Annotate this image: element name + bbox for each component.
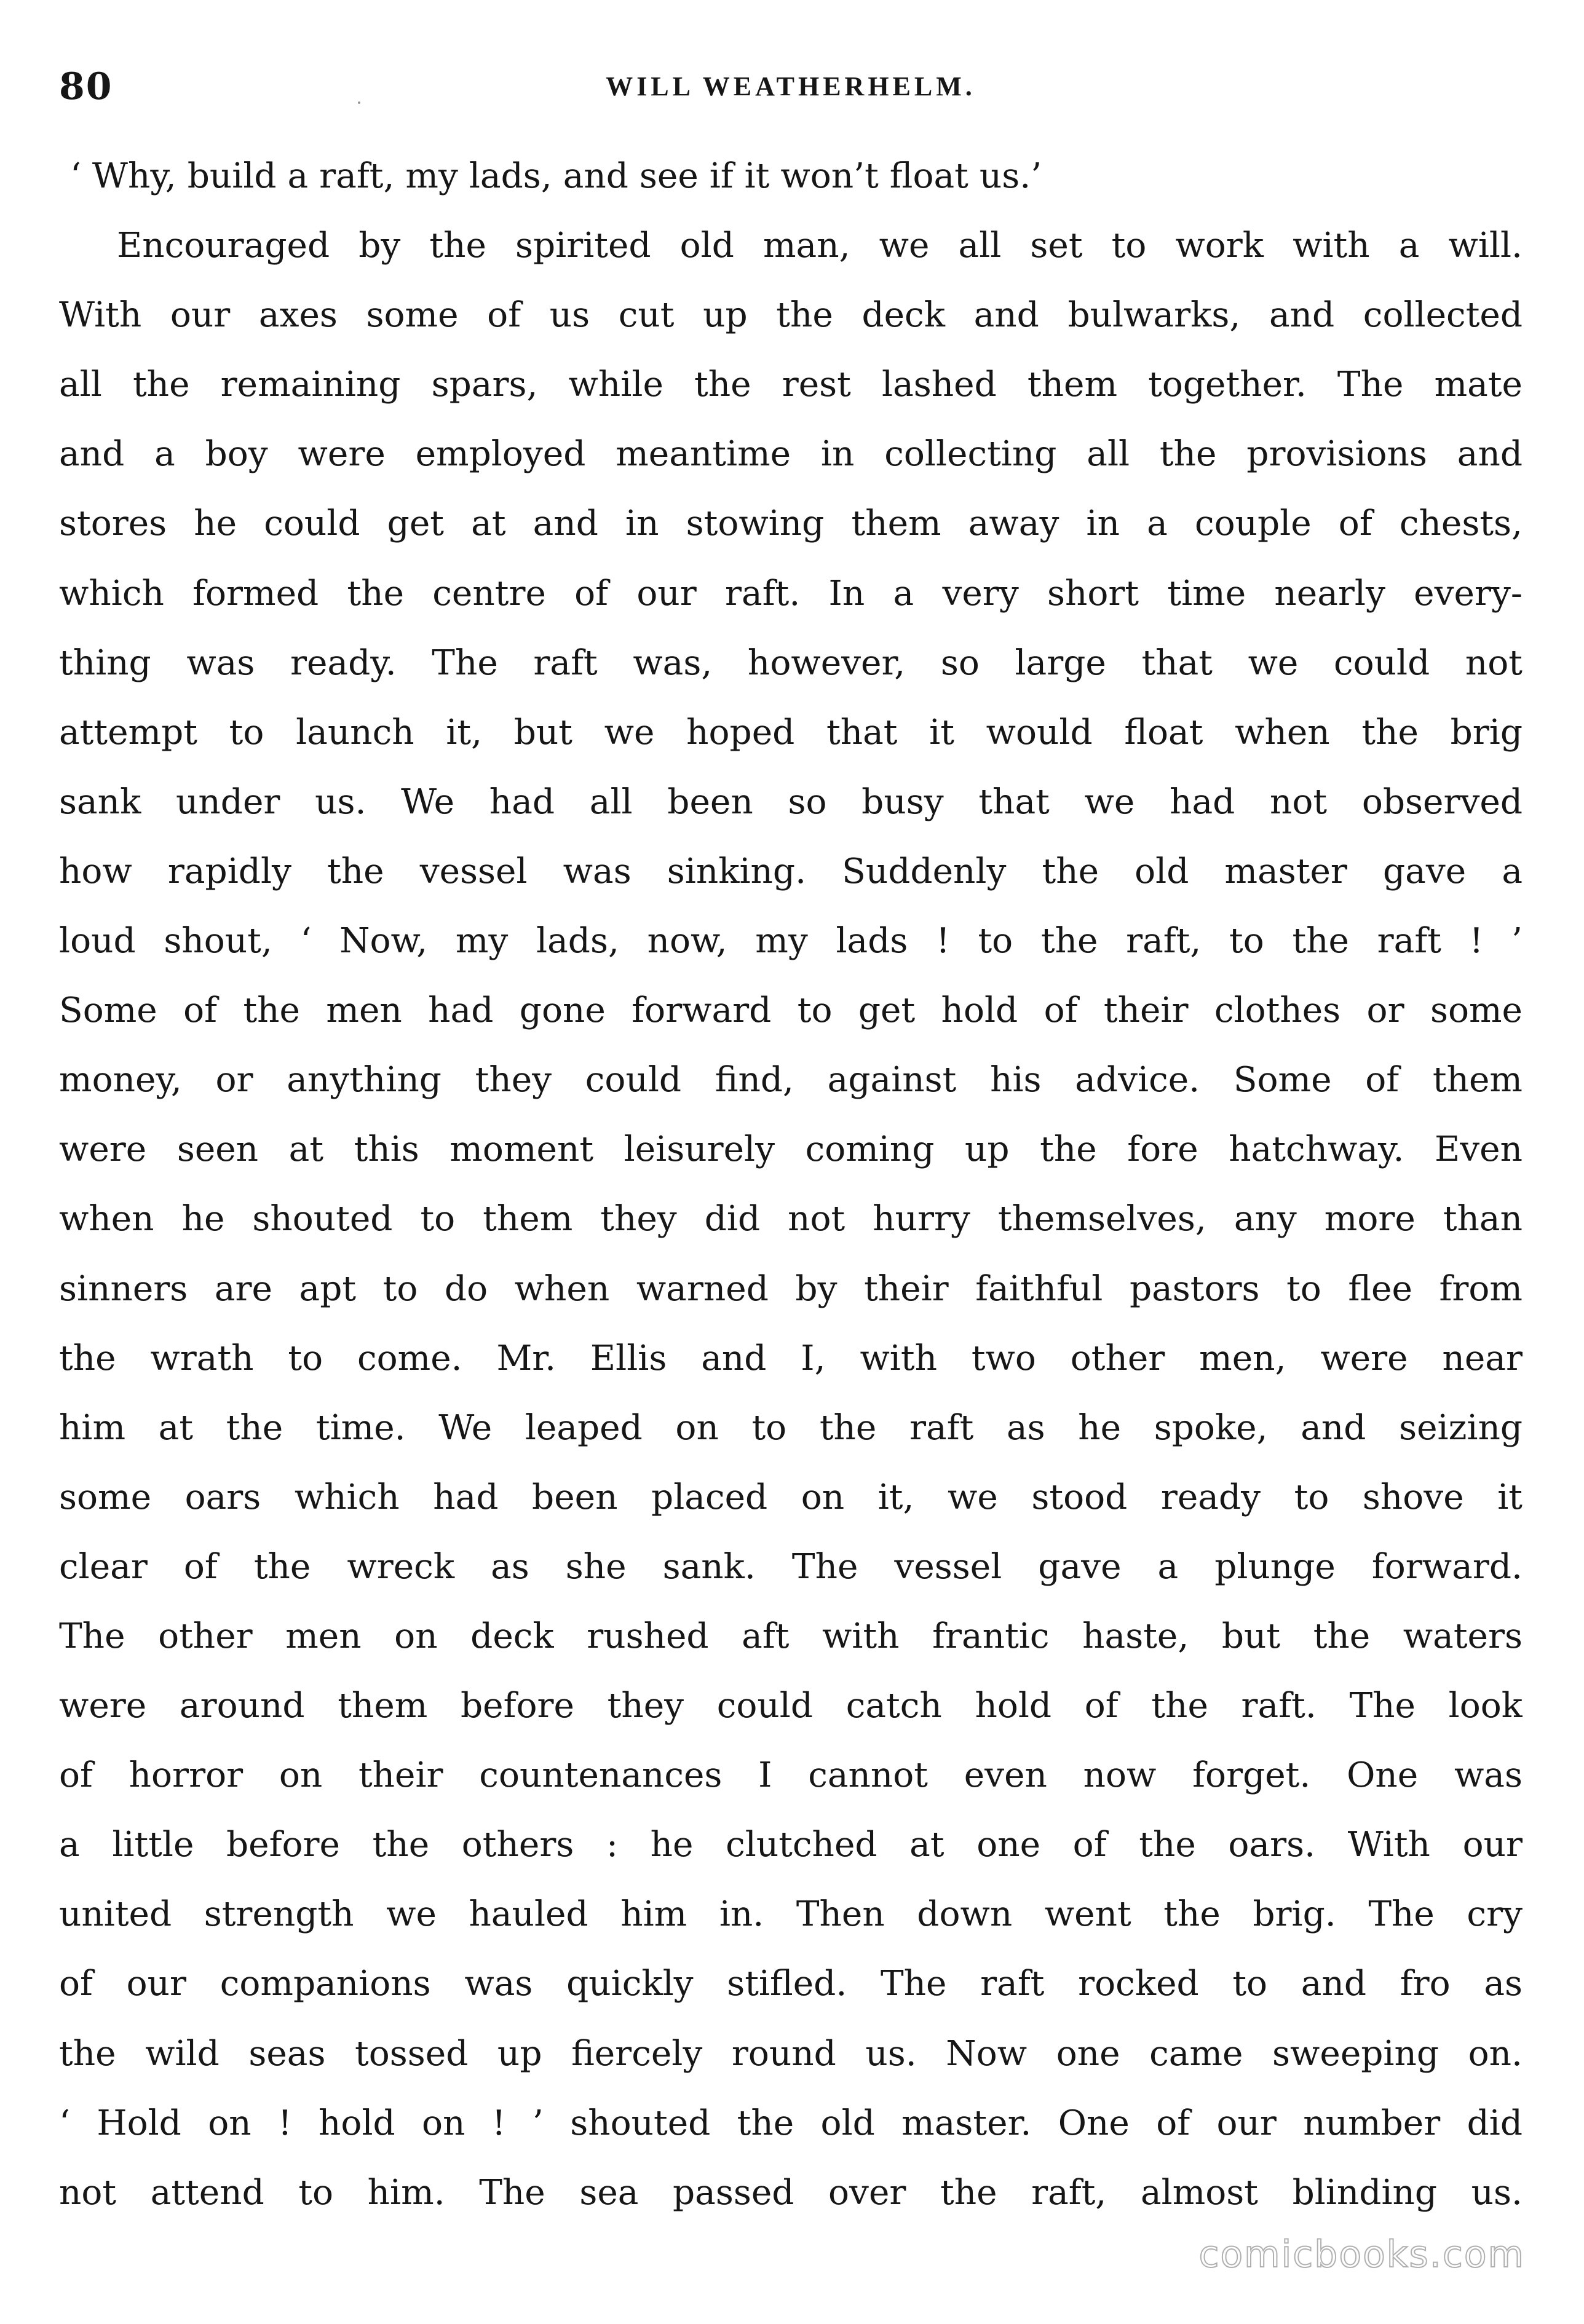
text-line: of our companions was quickly stifled. The raft rocked to and fro as (59, 1964, 1523, 2004)
page-number: 80 (59, 65, 113, 108)
text-line: stores he could get at and in stowing them away in a couple of chests, (59, 504, 1523, 544)
text-line: not attend to him. The sea passed over the raft, almost blinding us. (59, 2172, 1523, 2213)
text-line: Some of the men had gone forward to get hold of their clothes or some (59, 990, 1523, 1031)
page-header (59, 59, 1523, 114)
running-title: WILL WEATHERHELM. (606, 71, 976, 101)
text-line: ‘ Hold on ! hold on ! ’ shouted the old master. One of our number did (59, 2103, 1523, 2143)
text-line: the wrath to come. Mr. Ellis and I, with two other men, were near (59, 1338, 1523, 1378)
text-line: money, or anything they could find, against his advice. Some of them (59, 1060, 1523, 1101)
text-line: when he shouted to them they did not hurry themselves, any more than (59, 1199, 1523, 1239)
text-line: ‘ Why, build a raft, my lads, and see if it won’t float us.’ (70, 156, 1042, 196)
text-line: and a boy were employed meantime in collecting all the provisions and (59, 434, 1523, 475)
text-line: how rapidly the vessel was sinking. Suddenly the old master gave a (59, 851, 1523, 891)
text-line: attempt to launch it, but we hoped that it would float when the brig (59, 712, 1523, 753)
text-line: him at the time. We leaped on to the raft as he spoke, and seizing (59, 1407, 1523, 1448)
text-line: which formed the centre of our raft. In a very short time nearly every- (59, 573, 1523, 614)
text-line: The other men on deck rushed aft with frantic haste, but the waters (59, 1616, 1523, 1656)
text-line: clear of the wreck as she sank. The vessel gave a plunge forward. (59, 1546, 1523, 1587)
text-line: sank under us. We had all been so busy that we had not observed (59, 781, 1523, 822)
text-line: thing was ready. The raft was, however, so large that we could not (59, 642, 1523, 683)
text-line: were around them before they could catch hold of the raft. The look (59, 1686, 1523, 1726)
text-line: With our axes some of us cut up the deck and bulwarks, and collected (59, 295, 1523, 336)
text-line: some oars which had been placed on it, we stood ready to shove it (59, 1477, 1523, 1517)
text-line: of horror on their countenances I cannot even now forget. One was (59, 1755, 1523, 1796)
text-line: a little before the others : he clutched at one of the oars. With our (59, 1825, 1523, 1865)
text-line: all the remaining spars, while the rest lashed them together. The mate (59, 365, 1523, 405)
text-line: Encouraged by the spirited old man, we all set to work with a will. (117, 226, 1523, 266)
text-line: loud shout, ‘ Now, my lads, now, my lads ! to the raft, to the raft ! ’ (59, 921, 1523, 962)
text-line: united strength we hauled him in. Then down went the brig. The cry (59, 1894, 1523, 1935)
body-text (59, 141, 1523, 2227)
site-watermark: comicbooks.com (1198, 2233, 1525, 2276)
text-line: sinners are apt to do when warned by their faithful pastors to flee from (59, 1268, 1523, 1309)
text-line: the wild seas tossed up fiercely round us. Now one came sweeping on. (59, 2033, 1523, 2074)
text-line: were seen at this moment leisurely coming up the fore hatchway. Even (59, 1129, 1523, 1170)
